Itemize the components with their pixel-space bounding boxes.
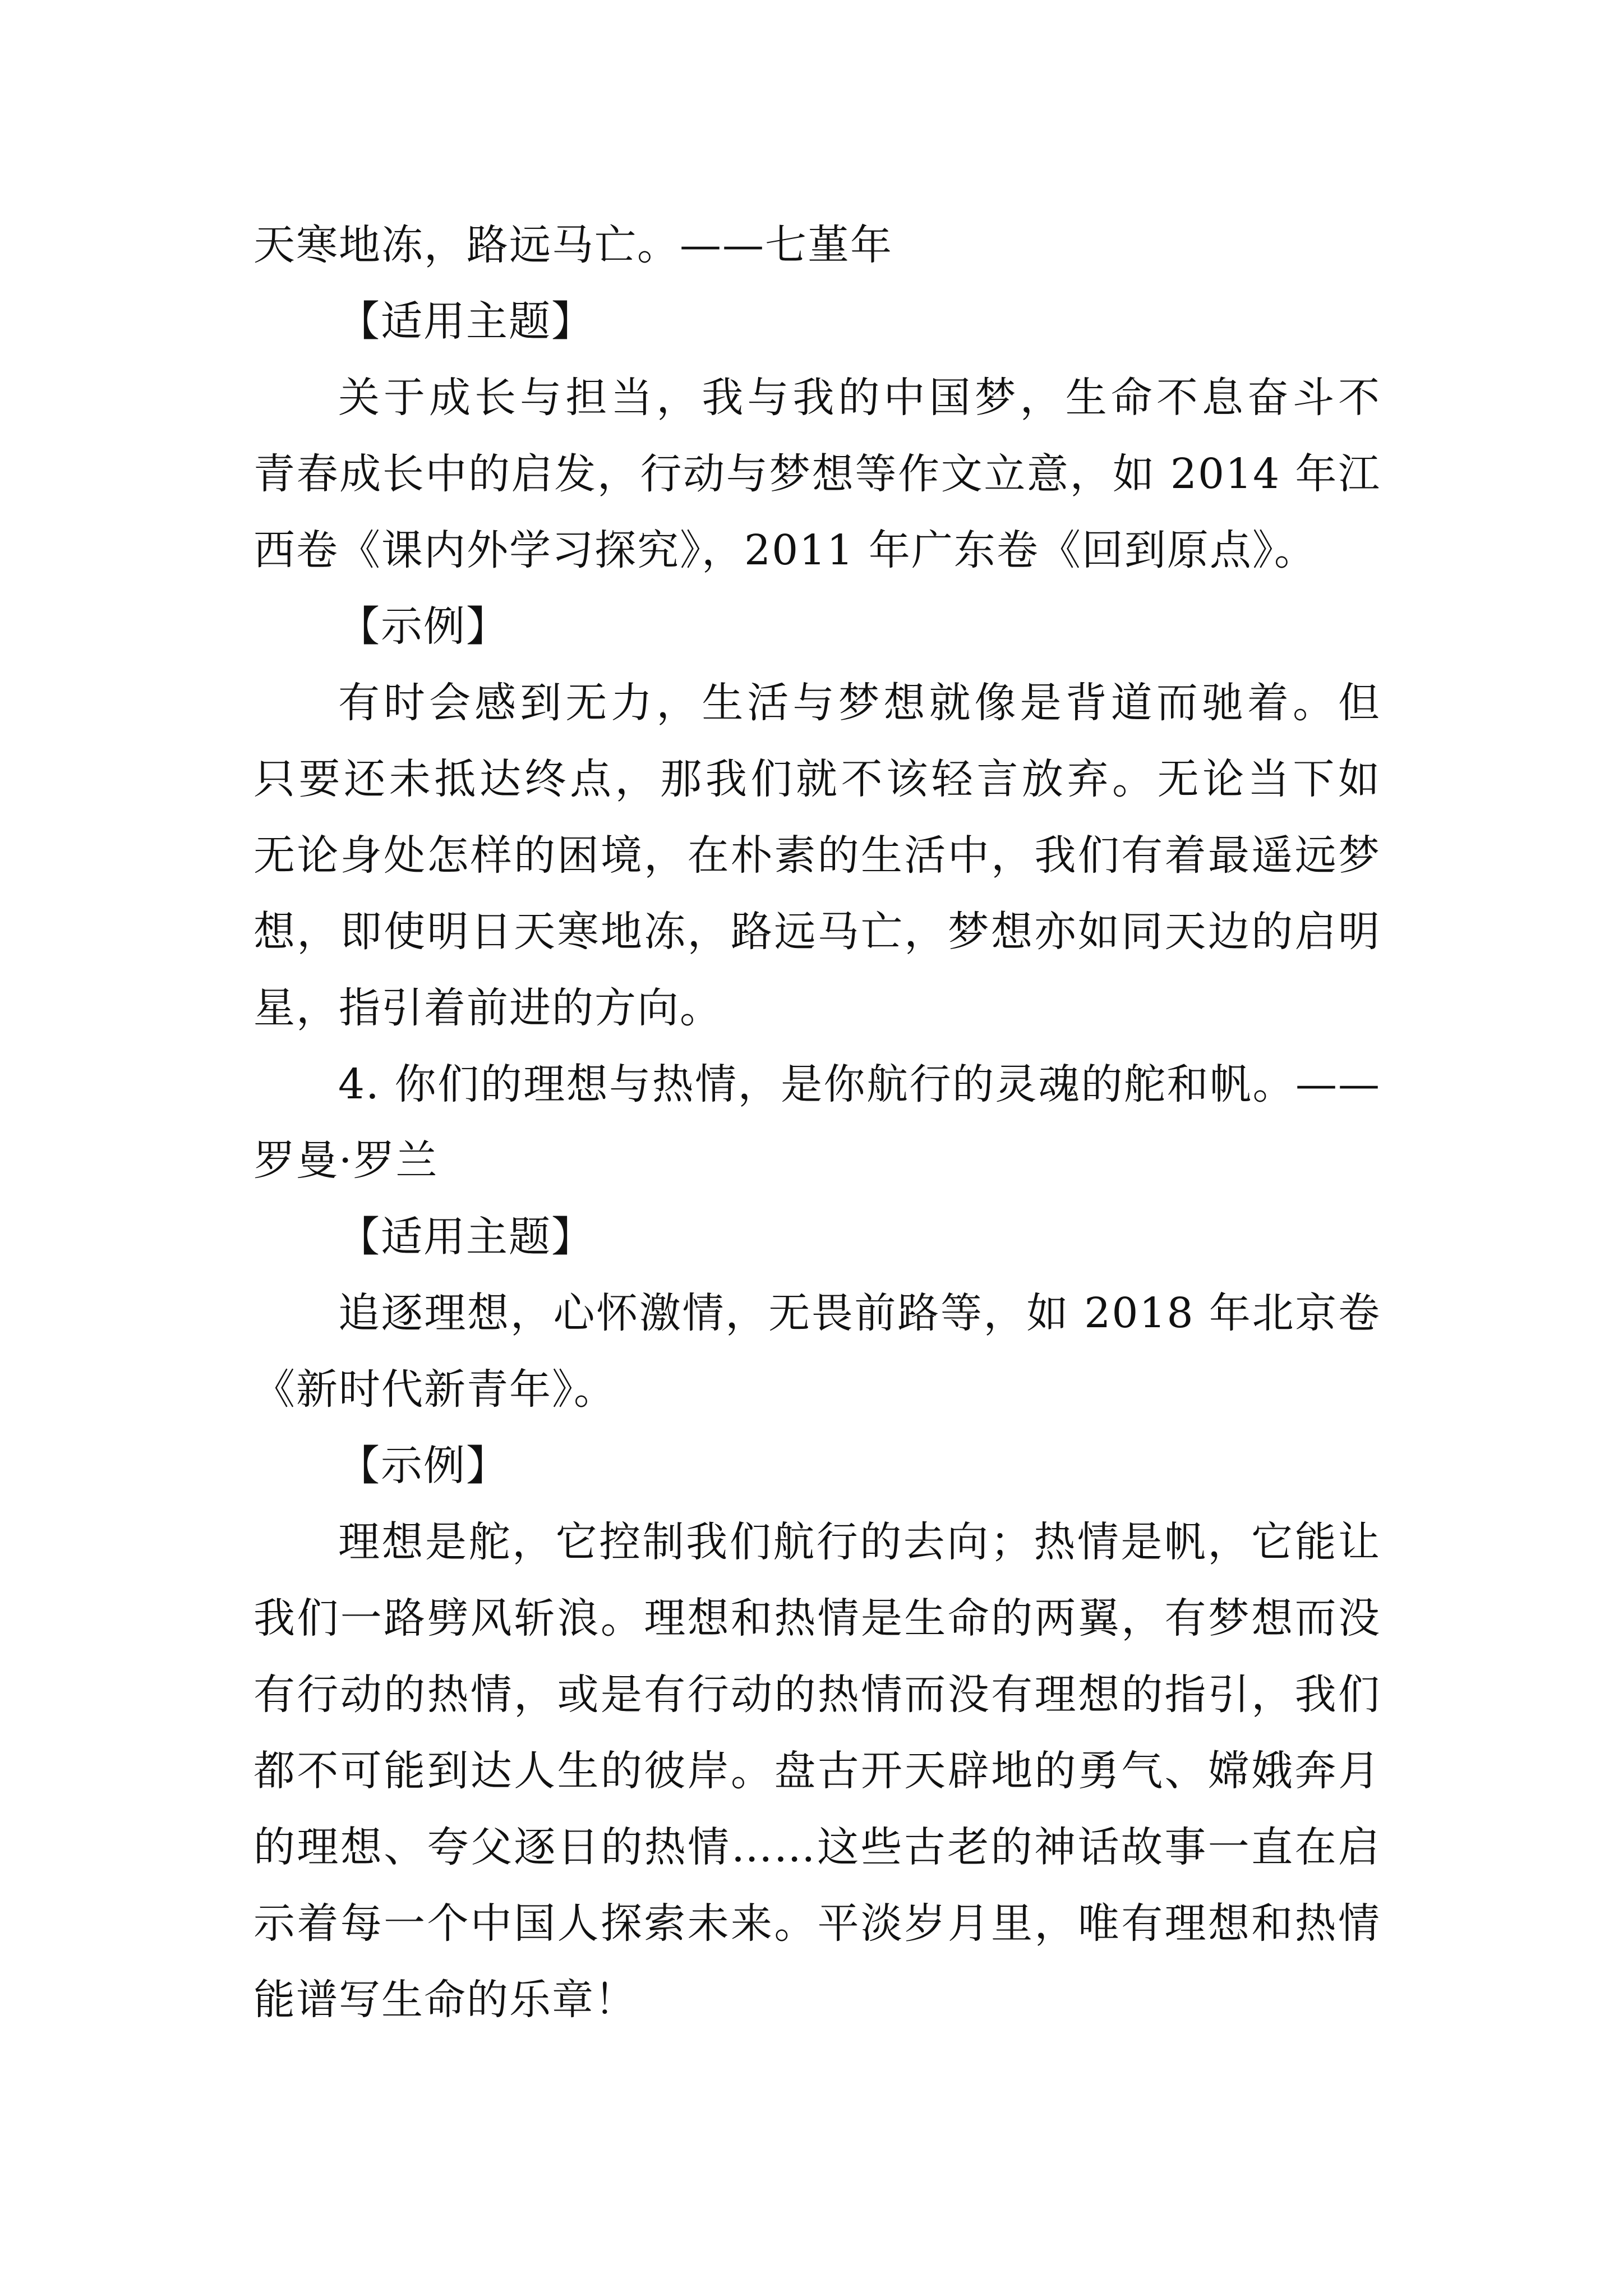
paragraph-line: 有时会感到无力，生活与梦想就像是背道而驰着。但 xyxy=(338,679,1381,727)
paragraph-line: 无论身处怎样的困境，在朴素的生活中，我们有着最遥远梦 xyxy=(253,831,1381,880)
paragraph-line: 青春成长中的启发，行动与梦想等作文立意，如 2014 年江 xyxy=(253,450,1381,498)
quote-author-line: 罗曼·罗兰 xyxy=(253,1137,439,1185)
section-heading: 【适用主题】 xyxy=(338,297,594,346)
paragraph-line: 有行动的热情，或是有行动的热情而没有理想的指引，我们 xyxy=(253,1671,1381,1719)
paragraph-line: 追逐理想，心怀激情，无畏前路等，如 2018 年北京卷 xyxy=(338,1289,1381,1337)
paragraph-line: 能谱写生命的乐章！ xyxy=(253,1976,637,2024)
paragraph-line: 示着每一个中国人探索未来。平淡岁月里，唯有理想和热情 xyxy=(253,1899,1381,1948)
section-heading: 【示例】 xyxy=(338,602,509,651)
paragraph-line: 的理想、夸父逐日的热情……这些古老的神话故事一直在启 xyxy=(253,1823,1381,1871)
paragraph-line: 想，即使明日天寒地冻，路远马亡，梦想亦如同天边的启明 xyxy=(253,908,1381,956)
paragraph-line: 只要还未抵达终点，那我们就不该轻言放弃。无论当下如 xyxy=(253,755,1381,803)
paragraph-line: 《新时代新青年》。 xyxy=(253,1365,616,1414)
paragraph-line: 西卷《课内外学习探究》，2011 年广东卷《回到原点》。 xyxy=(253,526,1317,574)
quote-attribution-line: 天寒地冻，路远马亡。——七堇年 xyxy=(253,221,893,269)
paragraph-line: 理想是舵，它控制我们航行的去向；热情是帆，它能让 xyxy=(338,1518,1381,1566)
section-heading: 【适用主题】 xyxy=(338,1213,594,1261)
paragraph-line: 我们一路劈风斩浪。理想和热情是生命的两翼，有梦想而没 xyxy=(253,1594,1381,1642)
paragraph-line: 都不可能到达人生的彼岸。盘古开天辟地的勇气、嫦娥奔月 xyxy=(253,1747,1381,1795)
paragraph-line: 关于成长与担当，我与我的中国梦，生命不息奋斗不 xyxy=(338,374,1381,422)
numbered-quote-line: 4. 你们的理想与热情，是你航行的灵魂的舵和帆。—— xyxy=(338,1060,1381,1108)
section-heading: 【示例】 xyxy=(338,1442,509,1490)
paragraph-line: 星，指引着前进的方向。 xyxy=(253,984,722,1032)
